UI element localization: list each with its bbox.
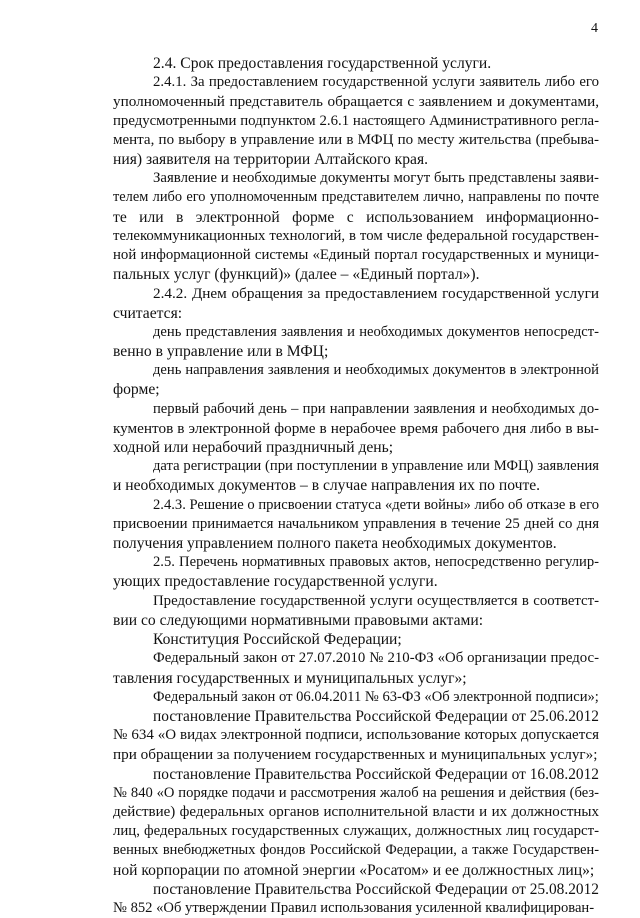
page-number: 4 [591,21,598,36]
paragraph [113,361,599,399]
text-line: при обращении за получением государственных и муниципальных услуг»; [113,746,598,764]
text-line: венно в управление или в МФЦ; [113,343,329,361]
text-line: 2.4.3. Решение о присвоении статуса «дети войны» либо об отказе в его [153,496,599,513]
document-body [113,54,599,918]
text-line: Заявление и необходимые документы могут быть представлены заяви- [153,170,599,187]
text-line: день направления заявления и необходимых документов в электронной [153,362,599,379]
paragraph [113,400,599,458]
text-line: получения управлением полного пакета необходимых документов. [113,535,557,553]
text-line: постановление Правительства Российской Федерации от 25.08.2012 [153,880,599,898]
paragraph [113,649,599,687]
paragraph [113,765,599,880]
text-line: уполномоченный представитель обращается с заявлением и документами, [113,93,599,111]
text-line: лиц, федеральных государственных служащих, должностных лиц государст- [113,823,599,840]
text-line: день представления заявления и необходимых документов непосредст- [153,323,599,340]
text-line: ной корпорации по атомной энергии «Росатом» и ее должностных лиц»; [113,861,595,879]
text-line: 2.4. Срок предоставления государственной услуги. [153,55,492,72]
paragraph [113,592,599,630]
text-line: ной информационной системы «Единый портал государственных и муници- [113,247,599,264]
paragraph [113,457,599,495]
text-line: присвоении принимается начальником управления в течение 25 дней со дня [113,515,599,532]
text-line: ния) заявителя на территории Алтайского края. [113,151,429,169]
text-line: № 634 «О видах электронной подписи, использование которых допускается [113,727,599,744]
text-line: постановление Правительства Российской Федерации от 16.08.2012 [153,765,599,783]
text-line: дата регистрации (при поступлении в управление или МФЦ) заявления [153,458,599,475]
text-line: ходной или нерабочий праздничный день; [113,439,394,457]
paragraph [113,73,599,169]
text-line: действие) федеральных органов исполнительной власти и их должностных [113,803,599,820]
text-line: те или в электронной форме с использованием информационно- [113,208,599,226]
text-line: постановление Правительства Российской Федерации от 25.06.2012 [153,707,599,725]
paragraph [113,688,599,707]
text-line: кументов в электронной форме в нерабочее время рабочего дня либо в вы- [113,419,599,437]
paragraph [113,630,599,649]
text-line: мента, по выбору в управление или в МФЦ по месту жительства (пребыва- [113,131,599,148]
paragraph [113,54,599,73]
text-line: Предоставление государственной услуги осуществляется в соответст- [153,592,599,609]
text-line: № 852 «Об утверждении Правил использования усиленной квалифицирован- [113,899,595,916]
text-line: первый рабочий день – при направлении заявления и необходимых до- [153,400,599,417]
paragraph [113,496,599,554]
text-line: считается: [113,304,183,322]
text-line: предусмотренными подпунктом 2.6.1 настоящего Административного регла- [113,112,599,129]
text-line: 2.4.1. За предоставлением государственной услуги заявитель либо его [153,74,599,91]
text-line: Федеральный закон от 27.07.2010 № 210-ФЗ «Об организации предос- [153,650,599,667]
text-line: венных внебюджетных фондов Российской Федерации, а также Государствен- [113,842,599,859]
text-line: 2.5. Перечень нормативных правовых актов, непосредственно регулир- [153,554,599,571]
text-line: телекоммуникационных технологий, в том числе федеральной государствен- [113,227,599,244]
text-line: и необходимых документов – в случае направления их по почте. [113,477,541,495]
text-line: Федеральный закон от 06.04.2011 № 63-ФЗ «Об электронной подписи»; [153,688,599,705]
text-line: № 840 «О порядке подачи и рассмотрения жалоб на решения и действия (без- [113,784,599,801]
text-line: Конституция Российской Федерации; [153,631,402,649]
text-line: тавления государственных и муниципальных услуг»; [113,669,467,687]
paragraph [113,284,599,322]
text-line: телем либо его уполномоченным представителем лично, направлены по почте [113,189,599,206]
text-line: ующих предоставление государственной услуги. [113,573,438,591]
text-line: форме; [113,381,160,399]
paragraph [113,880,599,918]
paragraph [113,707,599,765]
paragraph [113,169,599,284]
text-line: пальных услуг (функций)» (далее – «Единый портал»). [113,266,480,284]
text-line: 2.4.2. Днем обращения за предоставлением государственной услуги [153,285,599,303]
paragraph [113,323,599,361]
text-line: вии со следующими нормативными правовыми актами: [113,611,484,629]
paragraph [113,553,599,591]
